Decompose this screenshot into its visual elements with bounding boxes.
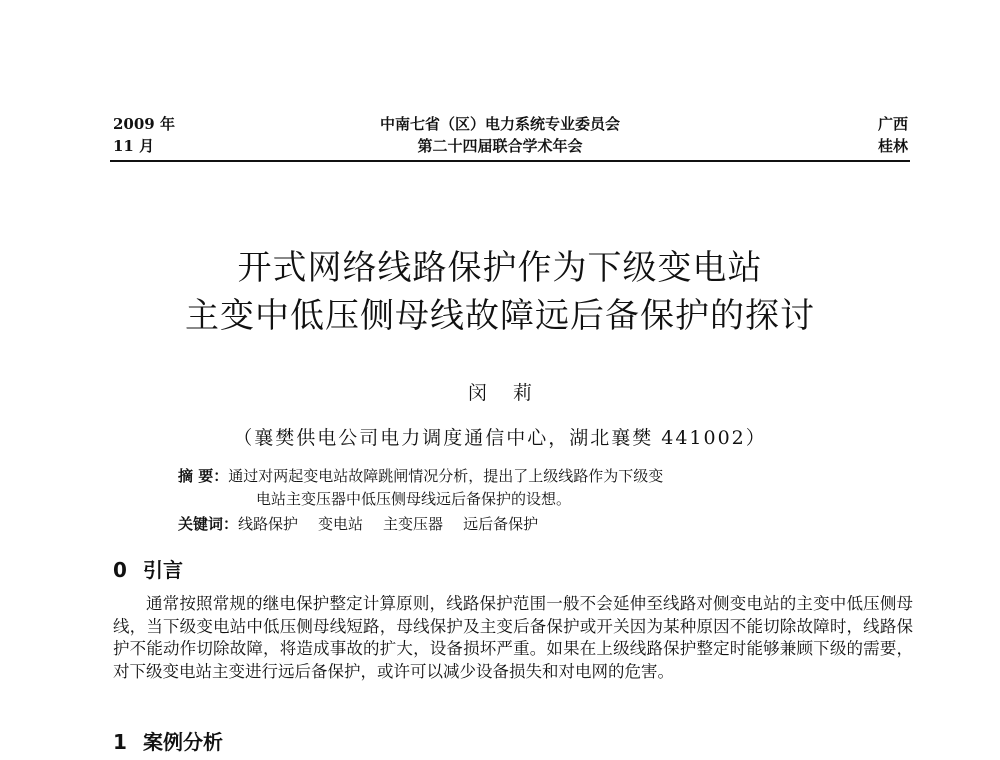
keywords [178, 514, 558, 535]
header-rule [110, 160, 910, 162]
header-month: 11 月 [113, 137, 155, 155]
keyword: 变电站 [318, 515, 364, 533]
intro-paragraph: 通常按照常规的继电保护整定计算原则，线路保护范围一般不会延伸至线路对侧变电站的主变中低压侧母线，当下级变电站中低压侧母线短路，母线保护及主变后备保护或开关因为某种原因不能切除故障时，线路保护不能动作切除故障，将造成事故的扩大，设备损坏严重。如果在上级线路保护整定时能够兼顾下级的需要，对下级变电站主变进行远后备保护，或许可以减少设备损失和对电网的危害。 [113, 594, 913, 681]
paper-title-line1: 开式网络线路保护作为下级变电站 [237, 248, 763, 288]
abstract [178, 466, 663, 487]
abstract-label: 摘 要： [178, 467, 229, 485]
section-heading-case-analysis [113, 726, 223, 755]
header-city: 桂林 [877, 137, 908, 155]
paper-title-line2: 主变中低压侧母线故障远后备保护的探讨 [185, 296, 815, 336]
conference-name: 第二十四届联合学术年会 [417, 137, 583, 155]
conference-committee: 中南七省（区）电力系统专业委员会 [379, 115, 620, 133]
keyword: 主变压器 [383, 515, 444, 533]
section-title: 案例分析 [143, 730, 223, 754]
section-number: 1 [113, 730, 127, 754]
section-heading-intro [113, 554, 183, 583]
keyword: 远后备保护 [463, 515, 539, 533]
section-title: 引言 [143, 558, 183, 582]
header-province: 广西 [877, 115, 908, 133]
header-center [0, 113, 1000, 157]
paper-title [0, 244, 1000, 340]
author-affiliation: （襄樊供电公司电力调度通信中心，湖北襄樊 441002） [233, 427, 767, 449]
abstract-text-line2: 电站主变压器中低压侧母线远后备保护的设想。 [256, 490, 572, 508]
section-number: 0 [113, 558, 127, 582]
abstract-text-line1: 通过对两起变电站故障跳闸情况分析，提出了上级线路作为下级变 [228, 467, 664, 485]
header-right [878, 113, 908, 157]
keyword: 线路保护 [238, 515, 299, 533]
header-year: 2009 年 [113, 115, 175, 133]
author-name: 闵莉 [467, 382, 558, 404]
keywords-label: 关键词： [178, 515, 239, 533]
